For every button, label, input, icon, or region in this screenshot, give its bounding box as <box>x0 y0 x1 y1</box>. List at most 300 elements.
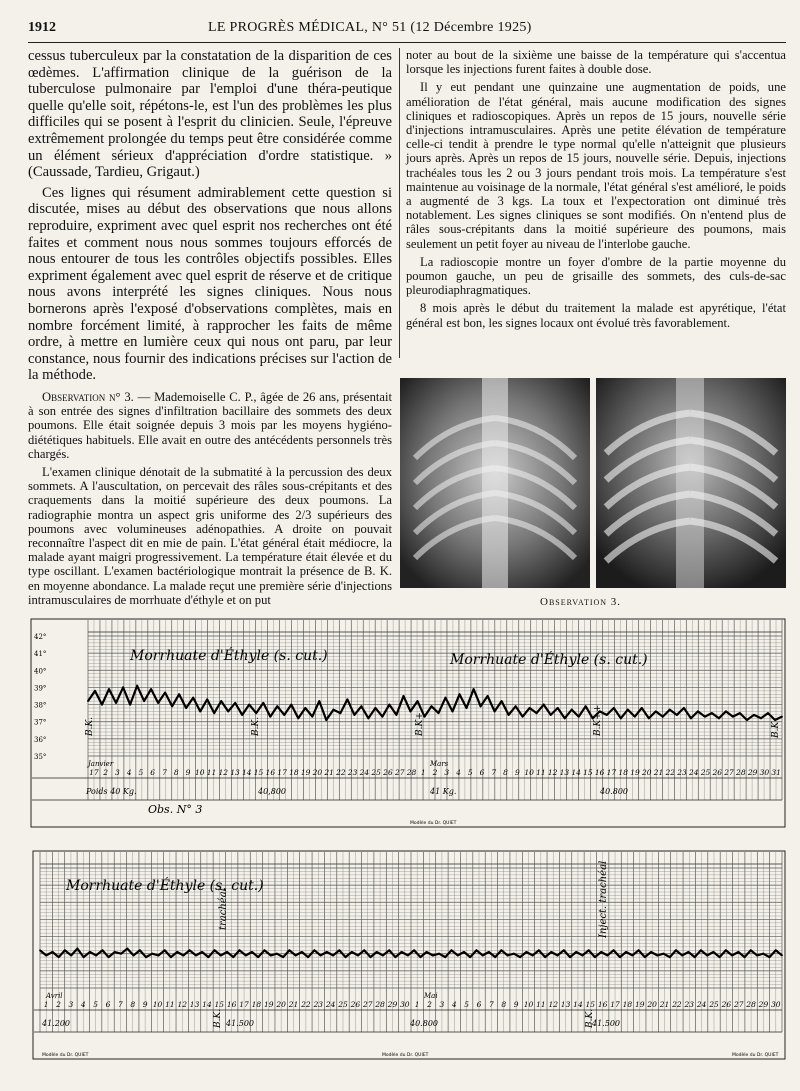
page-number: 1912 <box>28 20 56 35</box>
data-point <box>171 705 173 707</box>
data-point <box>164 692 166 694</box>
header-rule <box>28 42 786 43</box>
data-point <box>588 949 590 951</box>
data-point <box>690 717 692 719</box>
x-tick-label: 28 <box>736 768 746 777</box>
temperature-chart-2 <box>32 850 786 1060</box>
x-tick-label: 12 <box>547 768 558 777</box>
data-point <box>563 949 565 951</box>
data-point <box>136 685 138 687</box>
x-tick-label: 5 <box>138 768 144 777</box>
paragraph: Ces lignes qui résument admirablement cette question si discutée, mises au début des observations que nous allons reproduire, expriment avec quel esprit nos recherches ont été faites et comment nous nous sommes toujours efforcés de nous entourer de tous les contrôles objectifs possibles. Elles expriment également avec quel esprit de réserve et de critique nous avons interprété les signes cliniques. Nous nous bornerons après l'exposé d'observations complètes, mais en nombre forcément limité, à rapprocher les faits de même ordre, à mettre en lumière ceux qui nous ont paru, par leur constance, nous fournir des indications précises sur l'action de la méthode. <box>28 184 392 384</box>
x-tick-label: 19 <box>630 768 640 777</box>
data-point <box>575 951 577 953</box>
data-point <box>438 712 440 714</box>
weight-label: 40.800 <box>410 1019 438 1028</box>
x-tick-label: 6 <box>150 768 156 777</box>
data-point <box>756 955 758 957</box>
left-column <box>28 48 392 388</box>
data-point <box>101 704 103 706</box>
x-tick-label: 24 <box>359 768 370 777</box>
data-point <box>126 948 128 950</box>
x-tick-label: 4 <box>126 768 132 777</box>
data-point <box>320 955 322 957</box>
data-point <box>675 949 677 951</box>
x-tick-label: 4 <box>451 1000 457 1009</box>
data-point <box>444 956 446 958</box>
x-tick-label: 8 <box>503 768 508 777</box>
x-tick-label: 11 <box>536 768 546 777</box>
x-tick-label: 21 <box>659 1000 670 1009</box>
data-point <box>432 955 434 957</box>
x-tick-label: 5 <box>93 1000 99 1009</box>
x-tick-label: 22 <box>672 1000 682 1009</box>
data-point <box>781 955 783 957</box>
data-point <box>87 700 89 702</box>
data-point <box>375 707 377 709</box>
paragraph: noter au bout de la sixième une baisse de la température qui s'accentua lorsque les injections furent faites à double dose. <box>406 48 786 77</box>
data-point <box>620 717 622 719</box>
data-point <box>515 705 517 707</box>
x-tick-label: 7 <box>491 768 497 777</box>
data-point <box>413 949 415 951</box>
data-point <box>600 951 602 953</box>
data-point <box>538 949 540 951</box>
x-tick-label: 24 <box>689 768 699 777</box>
data-point <box>401 951 403 953</box>
x-tick-label: 30 <box>400 1000 410 1009</box>
data-point <box>750 949 752 951</box>
data-point <box>151 953 153 955</box>
x-tick-label: 2 <box>56 1000 61 1009</box>
weight-label: 40,800 <box>258 787 286 796</box>
data-point <box>192 697 194 699</box>
data-point <box>438 953 440 955</box>
data-point <box>213 712 215 714</box>
data-point <box>388 949 390 951</box>
data-point <box>613 707 615 709</box>
data-point <box>476 949 478 951</box>
data-point <box>129 704 131 706</box>
data-point <box>644 956 646 958</box>
data-point <box>357 955 359 957</box>
data-point <box>417 700 419 702</box>
data-point <box>176 951 178 953</box>
x-tick-label: 6 <box>479 768 485 777</box>
data-point <box>58 956 60 958</box>
data-point <box>220 700 222 702</box>
x-tick-label: 1 <box>43 1000 49 1009</box>
data-point <box>245 955 247 957</box>
data-point <box>557 955 559 957</box>
x-tick-label: 30 <box>771 1000 781 1009</box>
data-point <box>619 956 621 958</box>
chart-annotation: B.K <box>771 721 781 738</box>
x-tick-label: 17 <box>89 768 99 777</box>
data-point <box>732 716 734 718</box>
x-tick-label: 1 <box>414 1000 420 1009</box>
paragraph: cessus tuberculeux par la constatation de la disparition de ces œdèmes. L'affirmation clinique de la guérison de la tuberculose pulmonaire par l'emploi d'une théra-peutique quelle qu'elle soit, répétons-le, est l'un des problèmes les plus difficiles qui se posent à l'esprit du clinicien. Seule, l'épreuve extrêmement prolongée du temps peut être considérée comme un élément sérieux d'appréciation d'ordre statistique. » (Caussade, Tardieu, Grigaut.) <box>28 48 392 181</box>
x-tick-label: 17 <box>606 768 617 777</box>
data-point <box>508 714 510 716</box>
data-point <box>457 955 459 957</box>
data-point <box>64 949 66 951</box>
data-point <box>395 956 397 958</box>
weight-label: 41.500 <box>592 1019 620 1028</box>
data-point <box>711 712 713 714</box>
x-tick-label: 28 <box>375 1000 385 1009</box>
data-point <box>501 949 503 951</box>
data-point <box>781 716 783 718</box>
data-point <box>641 707 643 709</box>
x-tick-label: 24 <box>696 1000 707 1009</box>
x-tick-label: 27 <box>724 768 734 777</box>
x-tick-label: 29 <box>758 1000 769 1009</box>
data-point <box>251 951 253 953</box>
data-point <box>501 700 503 702</box>
data-point <box>775 949 777 951</box>
chart-annotation: Inject. trachéal <box>598 860 609 938</box>
data-point <box>333 709 335 711</box>
data-point <box>638 949 640 951</box>
weight-label: 40.800 <box>600 787 628 796</box>
data-point <box>606 714 608 716</box>
x-tick-label: 3 <box>115 768 120 777</box>
x-tick-label: 12 <box>548 1000 558 1009</box>
data-point <box>347 699 349 701</box>
x-tick-label: 8 <box>501 1000 507 1009</box>
x-tick-label: 20 <box>276 1000 286 1009</box>
data-point <box>625 951 627 953</box>
x-tick-label: 14 <box>571 768 581 777</box>
x-tick-label: 16 <box>594 768 605 777</box>
data-point <box>607 955 609 957</box>
x-tick-label: 21 <box>324 768 334 777</box>
data-point <box>762 953 764 955</box>
data-point <box>459 693 461 695</box>
data-point <box>325 719 327 721</box>
data-point <box>585 705 587 707</box>
data-point <box>382 955 384 957</box>
data-point <box>526 951 528 953</box>
data-point <box>532 955 534 957</box>
data-point <box>704 716 706 718</box>
data-point <box>463 951 465 953</box>
x-tick-label: 11 <box>536 1000 546 1009</box>
data-point <box>269 716 271 718</box>
x-tick-label: 5 <box>464 1000 470 1009</box>
x-tick-label: 19 <box>264 1000 274 1009</box>
x-tick-label: 21 <box>288 1000 299 1009</box>
data-point <box>208 956 210 958</box>
data-point <box>634 716 636 718</box>
x-tick-label: 20 <box>641 768 652 777</box>
data-point <box>522 716 524 718</box>
data-point <box>102 949 104 951</box>
x-tick-label: 15 <box>585 1000 596 1009</box>
y-tick-label: 38° <box>34 701 47 710</box>
x-tick-label: 23 <box>313 1000 324 1009</box>
data-point <box>744 956 746 958</box>
data-point <box>656 955 658 957</box>
data-point <box>396 714 398 716</box>
data-point <box>389 704 391 706</box>
data-point <box>519 956 521 958</box>
data-point <box>232 956 234 958</box>
data-point <box>683 707 685 709</box>
x-tick-label: 13 <box>230 768 240 777</box>
data-point <box>420 956 422 958</box>
x-tick-label: 26 <box>721 1000 732 1009</box>
chart-annotation: trachéal <box>218 888 229 930</box>
data-point <box>150 688 152 690</box>
data-point <box>158 955 160 957</box>
weight-label: 41.500 <box>226 1019 254 1028</box>
data-point <box>669 956 671 958</box>
data-point <box>494 956 496 958</box>
paragraph: La radioscopie montre un foyer d'ombre de la partie moyenne du poumon gauche, un peu de grisaille des sommets, des culs-de-sac pleurodiaphragmatiques. <box>406 254 786 298</box>
data-point <box>482 955 484 957</box>
chart-footer: Modèle du Dr. QUIET <box>382 1053 429 1058</box>
data-point <box>663 953 665 955</box>
x-tick-label: 19 <box>635 1000 645 1009</box>
data-point <box>185 707 187 709</box>
data-point <box>83 956 85 958</box>
data-point <box>289 949 291 951</box>
data-point <box>676 714 678 716</box>
data-point <box>368 717 370 719</box>
x-tick-label: 13 <box>560 1000 571 1009</box>
month-label: Avril <box>46 992 63 1000</box>
data-point <box>234 702 236 704</box>
data-point <box>214 949 216 951</box>
data-point <box>594 956 596 958</box>
data-point <box>370 956 372 958</box>
data-point <box>199 711 201 713</box>
paragraph: — Mademoiselle C. P., âgée de 26 ans, présentait à son entrée des signes d'infiltration bacillaire des sommets des deux poumons. Elle était soignée depuis 3 mois par les moyens hygiéno-diététiques habituels. Elle avait en outre des antécédents personnels très chargés. <box>28 390 393 461</box>
data-point <box>774 719 776 721</box>
data-point <box>115 702 117 704</box>
x-tick-label: 3 <box>444 768 450 777</box>
x-tick-label: 29 <box>387 1000 398 1009</box>
x-tick-label: 3 <box>68 1000 74 1009</box>
data-point <box>648 717 650 719</box>
chart-annotation: B.K. <box>585 1008 595 1028</box>
data-point <box>170 956 172 958</box>
data-point <box>445 697 447 699</box>
y-tick-label: 39° <box>34 684 47 693</box>
data-point <box>345 956 347 958</box>
chart-annotation: B.K. <box>85 716 95 736</box>
data-point <box>543 704 545 706</box>
x-tick-label: 15 <box>253 768 264 777</box>
data-point <box>488 951 490 953</box>
chart-annotation: B.K+ <box>415 712 425 736</box>
x-tick-label: 20 <box>312 768 323 777</box>
data-point <box>760 717 762 719</box>
x-tick-label: 30 <box>759 768 770 777</box>
data-point <box>655 711 657 713</box>
data-point <box>719 956 721 958</box>
data-point <box>487 695 489 697</box>
data-point <box>632 955 634 957</box>
data-point <box>108 956 110 958</box>
data-point <box>122 687 124 689</box>
data-point <box>52 951 54 953</box>
data-point <box>351 951 353 953</box>
y-tick-label: 36° <box>34 735 47 744</box>
paragraph: 8 mois après le début du traitement la malade est apyrétique, l'état général est bon, les signes locaux ont évolué très favorablement. <box>406 301 786 330</box>
data-point <box>725 711 727 713</box>
x-tick-label: 18 <box>622 1000 633 1009</box>
x-tick-label: 4 <box>80 1000 86 1009</box>
x-tick-label: 15 <box>214 1000 225 1009</box>
data-point <box>270 955 272 957</box>
data-point <box>738 951 740 953</box>
x-tick-label: 9 <box>514 768 520 777</box>
data-point <box>338 949 340 951</box>
chart-annotation: B.K. <box>251 716 261 736</box>
observation-heading: Observation n° 3. <box>42 390 134 404</box>
chart-annotation: Morrhuate d'Éthyle (s. cut.) <box>130 648 328 664</box>
x-tick-label: 21 <box>653 768 664 777</box>
data-point <box>354 714 356 716</box>
data-point <box>114 951 116 953</box>
page-header <box>28 20 786 40</box>
data-point <box>688 951 690 953</box>
data-point <box>108 688 110 690</box>
data-point <box>227 711 229 713</box>
data-point <box>407 955 409 957</box>
data-point <box>731 955 733 957</box>
x-tick-label: 14 <box>202 1000 212 1009</box>
x-tick-label: 29 <box>747 768 758 777</box>
data-point <box>248 704 250 706</box>
x-tick-label: 16 <box>226 1000 237 1009</box>
x-tick-label: 17 <box>239 1000 249 1009</box>
x-tick-label: 7 <box>488 1000 494 1009</box>
x-tick-label: 16 <box>265 768 276 777</box>
x-tick-label: 31 <box>771 768 781 777</box>
x-tick-label: 22 <box>665 768 676 777</box>
data-point <box>262 702 264 704</box>
data-point <box>206 699 208 701</box>
data-point <box>157 702 159 704</box>
data-point <box>725 949 727 951</box>
x-tick-label: 10 <box>152 1000 163 1009</box>
x-tick-label: 16 <box>597 1000 608 1009</box>
x-tick-label: 27 <box>733 1000 744 1009</box>
y-tick-label: 37° <box>34 718 47 727</box>
data-point <box>220 955 222 957</box>
temperature-chart-1 <box>30 618 786 828</box>
data-point <box>145 956 147 958</box>
data-point <box>473 688 475 690</box>
journal-title: LE PROGRÈS MÉDICAL, N° 51 (12 Décembre 1925) <box>208 20 532 35</box>
x-tick-label: 7 <box>117 1000 123 1009</box>
data-point <box>662 716 664 718</box>
data-point <box>189 949 191 951</box>
data-point <box>582 955 584 957</box>
data-point <box>361 705 363 707</box>
y-tick-label: 41° <box>34 650 47 659</box>
data-point <box>376 951 378 953</box>
month-label: Janvier <box>88 760 114 768</box>
data-point <box>769 956 771 958</box>
data-point <box>139 949 141 951</box>
x-tick-label: 8 <box>130 1000 136 1009</box>
x-tick-label: 23 <box>684 1000 695 1009</box>
x-tick-label: 28 <box>406 768 417 777</box>
x-tick-label: 18 <box>289 768 299 777</box>
data-point <box>451 949 453 951</box>
x-tick-label: 10 <box>523 1000 534 1009</box>
data-point <box>226 951 228 953</box>
data-point <box>326 951 328 953</box>
x-tick-label: 2 <box>103 768 109 777</box>
x-tick-label: 12 <box>218 768 229 777</box>
data-point <box>255 712 257 714</box>
x-tick-label: 13 <box>559 768 570 777</box>
data-point <box>613 949 615 951</box>
data-point <box>480 705 482 707</box>
x-tick-label: 26 <box>350 1000 361 1009</box>
data-point <box>257 956 259 958</box>
data-point <box>295 955 297 957</box>
data-point <box>564 717 566 719</box>
data-point <box>282 956 284 958</box>
x-tick-label: 24 <box>325 1000 336 1009</box>
data-point <box>304 707 306 709</box>
radiograph-figure <box>400 378 786 588</box>
data-point <box>276 953 278 955</box>
x-tick-label: 13 <box>189 1000 200 1009</box>
data-point <box>550 714 552 716</box>
x-tick-label: 2 <box>427 1000 432 1009</box>
chart-annotation: B.K++ <box>593 704 603 736</box>
x-tick-label: 17 <box>610 1000 620 1009</box>
data-point <box>77 948 79 950</box>
data-point <box>507 955 509 957</box>
radiograph-left <box>400 378 590 588</box>
chart-annotation: B.K. <box>213 1008 223 1028</box>
data-point <box>283 714 285 716</box>
x-tick-label: 18 <box>618 768 628 777</box>
data-point <box>164 949 166 951</box>
data-point <box>290 704 292 706</box>
x-tick-label: 9 <box>142 1000 148 1009</box>
x-tick-label: 15 <box>583 768 593 777</box>
x-tick-label: 22 <box>336 768 346 777</box>
weight-label: 41 Kg. <box>430 787 457 796</box>
data-point <box>382 716 384 718</box>
x-tick-label: 5 <box>467 768 473 777</box>
x-tick-label: 8 <box>173 768 179 777</box>
data-point <box>569 956 571 958</box>
x-tick-label: 14 <box>573 1000 583 1009</box>
x-tick-label: 6 <box>105 1000 111 1009</box>
data-point <box>713 951 715 953</box>
data-point <box>297 717 299 719</box>
figure-caption: Observation 3. <box>540 596 622 608</box>
x-tick-label: 10 <box>524 768 534 777</box>
data-point <box>314 949 316 951</box>
data-point <box>513 953 515 955</box>
x-tick-label: 7 <box>162 768 167 777</box>
x-tick-label: 11 <box>206 768 217 777</box>
x-tick-label: 27 <box>362 1000 373 1009</box>
x-tick-label: 3 <box>439 1000 445 1009</box>
